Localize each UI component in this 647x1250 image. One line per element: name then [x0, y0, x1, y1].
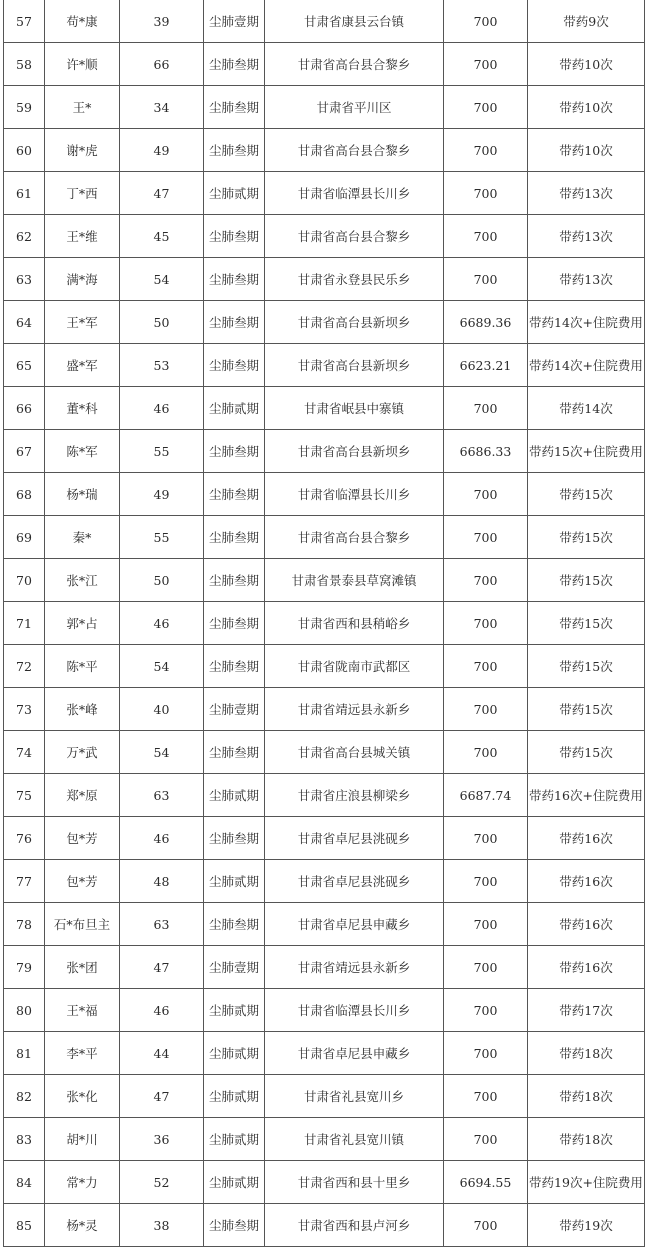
table-row — [4, 172, 645, 215]
cell-note: 带药14次+住院费用 — [528, 344, 645, 387]
cell-diagnosis: 尘肺贰期 — [204, 860, 265, 903]
cell-amount: 700 — [444, 86, 528, 129]
table-row — [4, 473, 645, 516]
cell-index: 77 — [4, 860, 45, 903]
cell-amount: 700 — [444, 645, 528, 688]
cell-name: 董*科 — [45, 387, 120, 430]
cell-name: 张*峰 — [45, 688, 120, 731]
table-row — [4, 989, 645, 1032]
cell-index: 81 — [4, 1032, 45, 1075]
cell-note: 带药10次 — [528, 43, 645, 86]
cell-index: 61 — [4, 172, 45, 215]
cell-age: 36 — [120, 1118, 204, 1161]
table-row — [4, 215, 645, 258]
table-row — [4, 1204, 645, 1247]
table-row — [4, 1032, 645, 1075]
cell-amount: 700 — [444, 258, 528, 301]
cell-age: 48 — [120, 860, 204, 903]
cell-amount: 6623.21 — [444, 344, 528, 387]
cell-age: 46 — [120, 387, 204, 430]
cell-amount: 700 — [444, 1204, 528, 1247]
cell-address: 甘肃省临潭县长川乡 — [265, 172, 444, 215]
cell-amount: 700 — [444, 860, 528, 903]
cell-age: 46 — [120, 989, 204, 1032]
cell-name: 陈*平 — [45, 645, 120, 688]
cell-index: 62 — [4, 215, 45, 258]
cell-index: 64 — [4, 301, 45, 344]
cell-name: 常*力 — [45, 1161, 120, 1204]
cell-name: 王*维 — [45, 215, 120, 258]
table-row — [4, 86, 645, 129]
cell-index: 70 — [4, 559, 45, 602]
cell-address: 甘肃省高台县合黎乡 — [265, 516, 444, 559]
cell-note: 带药19次 — [528, 1204, 645, 1247]
cell-address: 甘肃省永登县民乐乡 — [265, 258, 444, 301]
cell-age: 49 — [120, 129, 204, 172]
cell-diagnosis: 尘肺壹期 — [204, 946, 265, 989]
cell-name: 杨*灵 — [45, 1204, 120, 1247]
cell-address: 甘肃省卓尼县申藏乡 — [265, 903, 444, 946]
table-row — [4, 1161, 645, 1204]
cell-name: 丁*西 — [45, 172, 120, 215]
cell-diagnosis: 尘肺叁期 — [204, 731, 265, 774]
table-row — [4, 645, 645, 688]
cell-name: 万*武 — [45, 731, 120, 774]
cell-index: 67 — [4, 430, 45, 473]
cell-diagnosis: 尘肺叁期 — [204, 344, 265, 387]
cell-diagnosis: 尘肺叁期 — [204, 516, 265, 559]
cell-diagnosis: 尘肺贰期 — [204, 774, 265, 817]
cell-note: 带药16次 — [528, 860, 645, 903]
cell-name: 郭*占 — [45, 602, 120, 645]
cell-index: 83 — [4, 1118, 45, 1161]
table-row — [4, 258, 645, 301]
cell-address: 甘肃省高台县合黎乡 — [265, 129, 444, 172]
cell-diagnosis: 尘肺叁期 — [204, 602, 265, 645]
cell-index: 71 — [4, 602, 45, 645]
cell-index: 85 — [4, 1204, 45, 1247]
cell-age: 55 — [120, 516, 204, 559]
cell-note: 带药17次 — [528, 989, 645, 1032]
cell-amount: 700 — [444, 602, 528, 645]
cell-index: 74 — [4, 731, 45, 774]
cell-address: 甘肃省靖远县永新乡 — [265, 946, 444, 989]
cell-age: 66 — [120, 43, 204, 86]
cell-note: 带药15次 — [528, 645, 645, 688]
cell-amount: 700 — [444, 903, 528, 946]
cell-name: 满*海 — [45, 258, 120, 301]
table-row — [4, 688, 645, 731]
cell-name: 张*团 — [45, 946, 120, 989]
cell-age: 54 — [120, 258, 204, 301]
cell-diagnosis: 尘肺贰期 — [204, 387, 265, 430]
cell-name: 胡*川 — [45, 1118, 120, 1161]
cell-note: 带药15次 — [528, 559, 645, 602]
cell-address: 甘肃省礼县宽川镇 — [265, 1118, 444, 1161]
cell-amount: 700 — [444, 1075, 528, 1118]
cell-index: 75 — [4, 774, 45, 817]
data-table — [3, 0, 645, 1247]
cell-note: 带药13次 — [528, 172, 645, 215]
table-row — [4, 817, 645, 860]
cell-note: 带药15次 — [528, 473, 645, 516]
cell-note: 带药19次+住院费用 — [528, 1161, 645, 1204]
table-row — [4, 774, 645, 817]
cell-name: 张*化 — [45, 1075, 120, 1118]
cell-amount: 700 — [444, 817, 528, 860]
cell-age: 49 — [120, 473, 204, 516]
cell-diagnosis: 尘肺壹期 — [204, 688, 265, 731]
cell-note: 带药15次 — [528, 602, 645, 645]
cell-diagnosis: 尘肺叁期 — [204, 473, 265, 516]
cell-index: 66 — [4, 387, 45, 430]
table-row — [4, 903, 645, 946]
cell-note: 带药16次 — [528, 817, 645, 860]
cell-note: 带药15次+住院费用 — [528, 430, 645, 473]
cell-name: 秦* — [45, 516, 120, 559]
cell-diagnosis: 尘肺叁期 — [204, 817, 265, 860]
cell-index: 72 — [4, 645, 45, 688]
cell-index: 78 — [4, 903, 45, 946]
cell-name: 杨*瑞 — [45, 473, 120, 516]
cell-diagnosis: 尘肺叁期 — [204, 1204, 265, 1247]
cell-age: 46 — [120, 602, 204, 645]
cell-amount: 6694.55 — [444, 1161, 528, 1204]
cell-amount: 700 — [444, 473, 528, 516]
cell-note: 带药16次 — [528, 946, 645, 989]
cell-amount: 700 — [444, 688, 528, 731]
cell-index: 80 — [4, 989, 45, 1032]
cell-note: 带药14次+住院费用 — [528, 301, 645, 344]
cell-note: 带药15次 — [528, 516, 645, 559]
cell-amount: 700 — [444, 129, 528, 172]
cell-amount: 6686.33 — [444, 430, 528, 473]
cell-address: 甘肃省高台县新坝乡 — [265, 301, 444, 344]
cell-name: 包*芳 — [45, 860, 120, 903]
cell-age: 50 — [120, 559, 204, 602]
cell-index: 65 — [4, 344, 45, 387]
cell-address: 甘肃省临潭县长川乡 — [265, 473, 444, 516]
cell-address: 甘肃省靖远县永新乡 — [265, 688, 444, 731]
cell-address: 甘肃省高台县城关镇 — [265, 731, 444, 774]
table-row — [4, 43, 645, 86]
cell-address: 甘肃省景泰县草窝滩镇 — [265, 559, 444, 602]
cell-note: 带药18次 — [528, 1075, 645, 1118]
cell-amount: 700 — [444, 989, 528, 1032]
cell-diagnosis: 尘肺贰期 — [204, 1118, 265, 1161]
cell-address: 甘肃省康县云台镇 — [265, 0, 444, 43]
cell-age: 44 — [120, 1032, 204, 1075]
cell-address: 甘肃省陇南市武都区 — [265, 645, 444, 688]
cell-amount: 700 — [444, 215, 528, 258]
cell-index: 57 — [4, 0, 45, 43]
cell-index: 63 — [4, 258, 45, 301]
table-row — [4, 344, 645, 387]
cell-index: 76 — [4, 817, 45, 860]
cell-age: 52 — [120, 1161, 204, 1204]
cell-age: 45 — [120, 215, 204, 258]
cell-age: 47 — [120, 946, 204, 989]
cell-age: 47 — [120, 172, 204, 215]
cell-name: 包*芳 — [45, 817, 120, 860]
cell-diagnosis: 尘肺叁期 — [204, 430, 265, 473]
cell-amount: 700 — [444, 516, 528, 559]
cell-name: 王*福 — [45, 989, 120, 1032]
cell-address: 甘肃省临潭县长川乡 — [265, 989, 444, 1032]
table-row — [4, 0, 645, 43]
table-row — [4, 1075, 645, 1118]
cell-diagnosis: 尘肺贰期 — [204, 989, 265, 1032]
cell-note: 带药10次 — [528, 86, 645, 129]
table-row — [4, 387, 645, 430]
cell-age: 54 — [120, 645, 204, 688]
cell-note: 带药18次 — [528, 1032, 645, 1075]
cell-address: 甘肃省高台县新坝乡 — [265, 344, 444, 387]
cell-index: 68 — [4, 473, 45, 516]
cell-name: 谢*虎 — [45, 129, 120, 172]
cell-address: 甘肃省西和县卢河乡 — [265, 1204, 444, 1247]
cell-index: 84 — [4, 1161, 45, 1204]
cell-amount: 700 — [444, 1032, 528, 1075]
table-body — [4, 0, 645, 1247]
table-row — [4, 516, 645, 559]
cell-age: 39 — [120, 0, 204, 43]
table-row — [4, 1118, 645, 1161]
cell-amount: 700 — [444, 731, 528, 774]
cell-amount: 700 — [444, 43, 528, 86]
cell-age: 55 — [120, 430, 204, 473]
cell-age: 50 — [120, 301, 204, 344]
cell-amount: 6689.36 — [444, 301, 528, 344]
cell-name: 郑*原 — [45, 774, 120, 817]
cell-address: 甘肃省西和县十里乡 — [265, 1161, 444, 1204]
cell-amount: 700 — [444, 1118, 528, 1161]
cell-note: 带药15次 — [528, 688, 645, 731]
table-row — [4, 301, 645, 344]
cell-name: 陈*军 — [45, 430, 120, 473]
cell-diagnosis: 尘肺叁期 — [204, 258, 265, 301]
cell-diagnosis: 尘肺叁期 — [204, 903, 265, 946]
table-row — [4, 860, 645, 903]
cell-diagnosis: 尘肺叁期 — [204, 645, 265, 688]
cell-address: 甘肃省高台县合黎乡 — [265, 215, 444, 258]
cell-age: 63 — [120, 774, 204, 817]
table-row — [4, 731, 645, 774]
cell-diagnosis: 尘肺壹期 — [204, 0, 265, 43]
cell-diagnosis: 尘肺叁期 — [204, 215, 265, 258]
cell-index: 79 — [4, 946, 45, 989]
cell-amount: 700 — [444, 172, 528, 215]
cell-amount: 6687.74 — [444, 774, 528, 817]
cell-index: 82 — [4, 1075, 45, 1118]
cell-address: 甘肃省礼县宽川乡 — [265, 1075, 444, 1118]
table-row — [4, 602, 645, 645]
cell-diagnosis: 尘肺贰期 — [204, 1161, 265, 1204]
cell-name: 王*军 — [45, 301, 120, 344]
cell-diagnosis: 尘肺叁期 — [204, 301, 265, 344]
cell-diagnosis: 尘肺贰期 — [204, 1032, 265, 1075]
cell-name: 张*江 — [45, 559, 120, 602]
cell-address: 甘肃省西和县稍峪乡 — [265, 602, 444, 645]
table-row — [4, 946, 645, 989]
table-row — [4, 129, 645, 172]
cell-note: 带药14次 — [528, 387, 645, 430]
cell-address: 甘肃省卓尼县洮砚乡 — [265, 860, 444, 903]
cell-age: 38 — [120, 1204, 204, 1247]
cell-diagnosis: 尘肺贰期 — [204, 172, 265, 215]
cell-age: 40 — [120, 688, 204, 731]
cell-diagnosis: 尘肺叁期 — [204, 86, 265, 129]
cell-note: 带药10次 — [528, 129, 645, 172]
table-row — [4, 559, 645, 602]
cell-address: 甘肃省庄浪县柳梁乡 — [265, 774, 444, 817]
cell-note: 带药13次 — [528, 215, 645, 258]
cell-name: 许*顺 — [45, 43, 120, 86]
cell-address: 甘肃省高台县合黎乡 — [265, 43, 444, 86]
cell-note: 带药18次 — [528, 1118, 645, 1161]
cell-index: 59 — [4, 86, 45, 129]
cell-note: 带药16次+住院费用 — [528, 774, 645, 817]
cell-address: 甘肃省卓尼县洮砚乡 — [265, 817, 444, 860]
cell-amount: 700 — [444, 559, 528, 602]
cell-age: 54 — [120, 731, 204, 774]
cell-index: 69 — [4, 516, 45, 559]
cell-address: 甘肃省平川区 — [265, 86, 444, 129]
cell-age: 46 — [120, 817, 204, 860]
cell-age: 34 — [120, 86, 204, 129]
cell-age: 47 — [120, 1075, 204, 1118]
cell-note: 带药16次 — [528, 903, 645, 946]
cell-diagnosis: 尘肺叁期 — [204, 129, 265, 172]
cell-diagnosis: 尘肺叁期 — [204, 559, 265, 602]
cell-address: 甘肃省高台县新坝乡 — [265, 430, 444, 473]
cell-note: 带药15次 — [528, 731, 645, 774]
cell-index: 58 — [4, 43, 45, 86]
cell-diagnosis: 尘肺贰期 — [204, 1075, 265, 1118]
cell-amount: 700 — [444, 0, 528, 43]
cell-index: 73 — [4, 688, 45, 731]
cell-amount: 700 — [444, 387, 528, 430]
cell-diagnosis: 尘肺叁期 — [204, 43, 265, 86]
cell-address: 甘肃省卓尼县申藏乡 — [265, 1032, 444, 1075]
cell-age: 63 — [120, 903, 204, 946]
cell-name: 李*平 — [45, 1032, 120, 1075]
cell-index: 60 — [4, 129, 45, 172]
cell-name: 石*布旦主 — [45, 903, 120, 946]
cell-address: 甘肃省岷县中寨镇 — [265, 387, 444, 430]
cell-age: 53 — [120, 344, 204, 387]
cell-name: 王* — [45, 86, 120, 129]
cell-note: 带药13次 — [528, 258, 645, 301]
cell-name: 盛*军 — [45, 344, 120, 387]
cell-name: 苟*康 — [45, 0, 120, 43]
cell-note: 带药9次 — [528, 0, 645, 43]
table-row — [4, 430, 645, 473]
cell-amount: 700 — [444, 946, 528, 989]
